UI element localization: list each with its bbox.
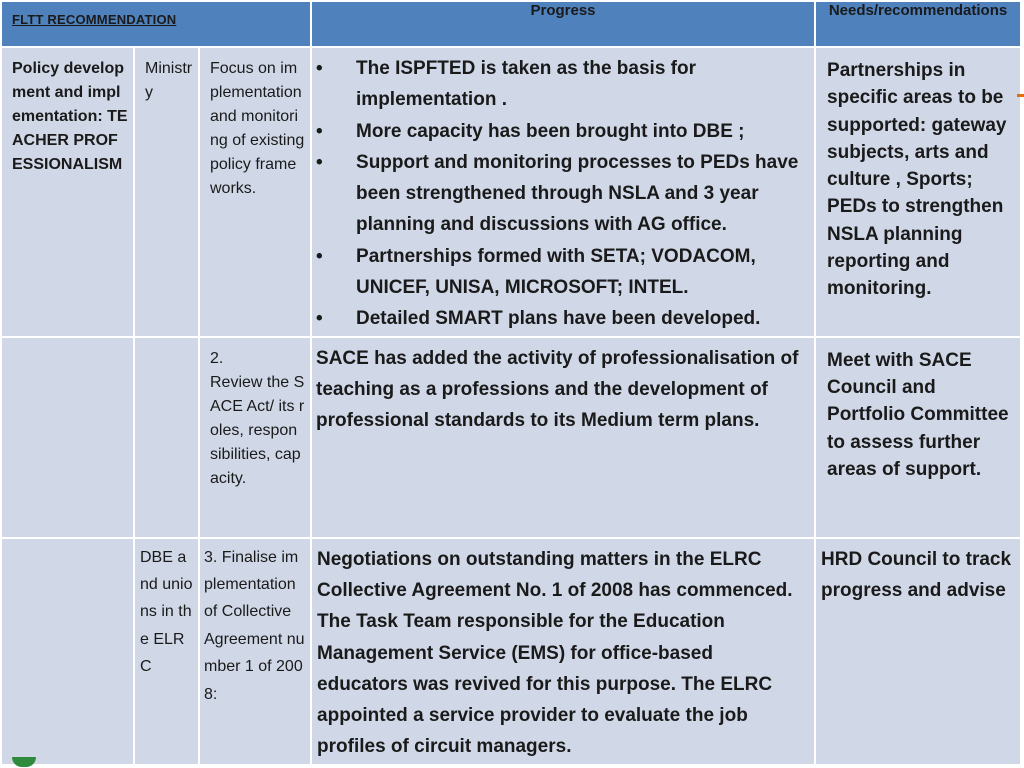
needs-text: Meet with SACE Council and Portfolio Committee to assess further areas of support. — [827, 349, 1009, 480]
table-row — [1, 337, 1021, 538]
needs-text: HRD Council to track progress and advise — [821, 548, 1012, 601]
responsible-text — [136, 339, 197, 347]
responsible-cell — [134, 337, 199, 538]
progress-bullet: • More capacity has been brought into DBE ; — [316, 116, 807, 147]
area-cell — [1, 47, 134, 337]
progress-bullet-list — [316, 53, 807, 335]
progress-bullet: • Partnerships formed with SETA; VODACOM, UNICEF, UNISA, MICROSOFT; INTEL. — [316, 241, 807, 304]
area-text — [3, 339, 132, 347]
needs-cell — [815, 337, 1021, 538]
area-text — [3, 540, 132, 548]
table-header-row — [1, 1, 1021, 47]
responsible-text: Ministry — [145, 60, 193, 101]
header-needs: Needs/recommendations — [815, 1, 1021, 47]
area-cell — [1, 538, 134, 765]
progress-cell — [311, 47, 815, 337]
responsible-cell — [134, 47, 199, 337]
needs-cell — [815, 47, 1021, 337]
focus-cell — [199, 47, 311, 337]
orange-dash-decoration — [1017, 94, 1024, 97]
header-recommendation: FLTT RECOMMENDATION — [1, 1, 311, 47]
header-progress: Progress — [311, 1, 815, 47]
area-text: Policy development and implementation: TEACHER PROFESSIONALISM — [12, 60, 128, 173]
progress-bullet: • Detailed SMART plans have been developed. — [316, 303, 807, 334]
focus-cell — [199, 337, 311, 538]
progress-text: Negotiations on outstanding matters in the ELRC Collective Agreement No. 1 of 2008 has commenced. The Task Team responsible for the Education Management Service (EMS) for office-based educators was revived for this purpose. The ELRC appointed a service provider to evaluate the job profiles of circuit managers. — [317, 548, 793, 758]
area-cell — [1, 337, 134, 538]
progress-bullet: • The ISPFTED is taken as the basis for implementation . — [316, 53, 807, 116]
responsible-cell — [134, 538, 199, 765]
focus-text: Focus on implementation and monitoring of existing policy frameworks. — [210, 60, 305, 197]
progress-cell — [311, 538, 815, 765]
needs-cell — [815, 538, 1021, 765]
needs-text: Partnerships in specific areas to be supported: gateway subjects, arts and culture , Sports; PEDs to strengthen NSLA planning reporting and monitoring. — [827, 60, 1007, 300]
progress-bullet: • Support and monitoring processes to PEDs have been strengthened through NSLA and 3 year planning and discussions with AG office. — [316, 147, 807, 241]
focus-text: 2. Review the SACE Act/ its roles, responsibilities, capacity. — [210, 349, 305, 487]
table-row — [1, 538, 1021, 765]
table-row — [1, 47, 1021, 337]
focus-text: 3. Finalise implementation of Collective Agreement number 1 of 2008: — [204, 548, 305, 703]
progress-text: SACE has added the activity of professionalisation of teaching as a professions and the development of professional standards to its Medium term plans. — [316, 347, 799, 432]
responsible-text: DBE and unions in the ELRC — [140, 548, 193, 676]
focus-cell — [199, 538, 311, 765]
progress-cell — [311, 337, 815, 538]
